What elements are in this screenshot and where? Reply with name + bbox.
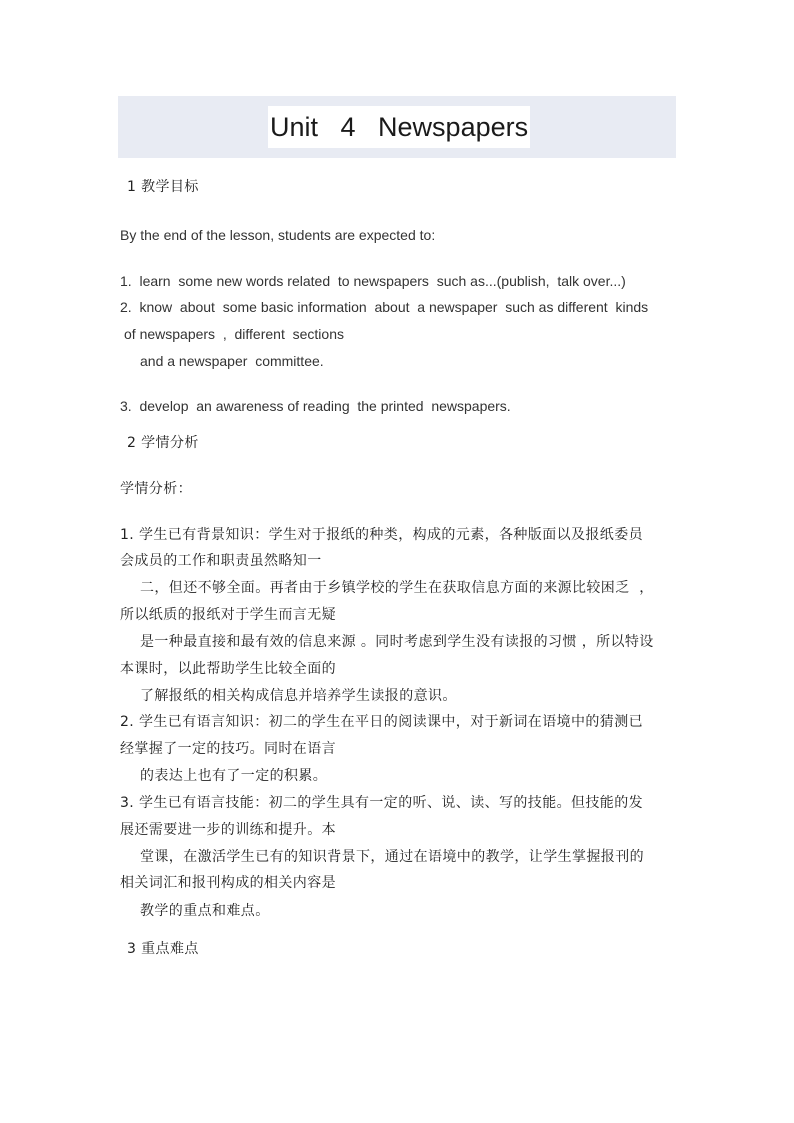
- objective-2-line-1: 2. know about some basic information about a newspaper such as different kinds: [120, 299, 649, 315]
- analysis-1-line-7: 了解报纸的相关构成信息并培养学生读报的意识。: [140, 688, 457, 704]
- analysis-1-line-1: 1. 学生已有背景知识：学生对于报纸的种类，构成的元素，各种版面以及报纸委员: [120, 527, 644, 543]
- analysis-1-line-5: 是一种最直接和最有效的信息来源 。同时考虑到学生没有读报的习惯 ，所以特设: [140, 634, 654, 650]
- analysis-3-line-1: 3. 学生已有语言技能：初二的学生具有一定的听、说、读、写的技能。但技能的发: [120, 795, 644, 811]
- section-3-heading: 3 重点难点: [127, 941, 199, 957]
- analysis-1-line-4: 所以纸质的报纸对于学生而言无疑: [120, 607, 336, 623]
- analysis-3-line-4: 相关词汇和报刊构成的相关内容是: [120, 875, 336, 891]
- section-1-heading: 1 教学目标: [127, 179, 199, 195]
- section-1-intro: By the end of the lesson, students are expected to:: [120, 227, 436, 243]
- analysis-1-line-3: 二，但还不够全面。再者由于乡镇学校的学生在获取信息方面的来源比较困乏 ，: [140, 580, 654, 596]
- analysis-2-line-1: 2. 学生已有语言知识：初二的学生在平日的阅读课中，对于新词在语境中的猜测已: [120, 714, 644, 730]
- analysis-1-line-2: 会成员的工作和职责虽然略知一: [120, 553, 322, 569]
- document-title: Unit 4 Newspapers: [268, 106, 530, 148]
- analysis-3-line-2: 展还需要进一步的训练和提升。本: [120, 822, 336, 838]
- section-2-heading: 2 学情分析: [127, 435, 199, 451]
- analysis-3-line-3: 堂课，在激活学生已有的知识背景下，通过在语境中的教学，让学生掌握报刊的: [140, 849, 644, 865]
- objective-2-line-2: of newspapers , different sections: [124, 326, 344, 342]
- analysis-3-line-5: 教学的重点和难点。: [140, 903, 270, 919]
- objective-3: 3. develop an awareness of reading the printed newspapers.: [120, 398, 511, 414]
- analysis-2-line-3: 的表达上也有了一定的积累。: [140, 768, 328, 784]
- analysis-1-line-6: 本课时，以此帮助学生比较全面的: [120, 661, 336, 677]
- analysis-2-line-2: 经掌握了一定的技巧。同时在语言: [120, 741, 336, 757]
- section-2-intro: 学情分析：: [120, 481, 192, 497]
- objective-2-line-3: and a newspaper committee.: [140, 353, 324, 369]
- objective-1: 1. learn some new words related to newspapers such as...(publish, talk over...): [120, 273, 626, 289]
